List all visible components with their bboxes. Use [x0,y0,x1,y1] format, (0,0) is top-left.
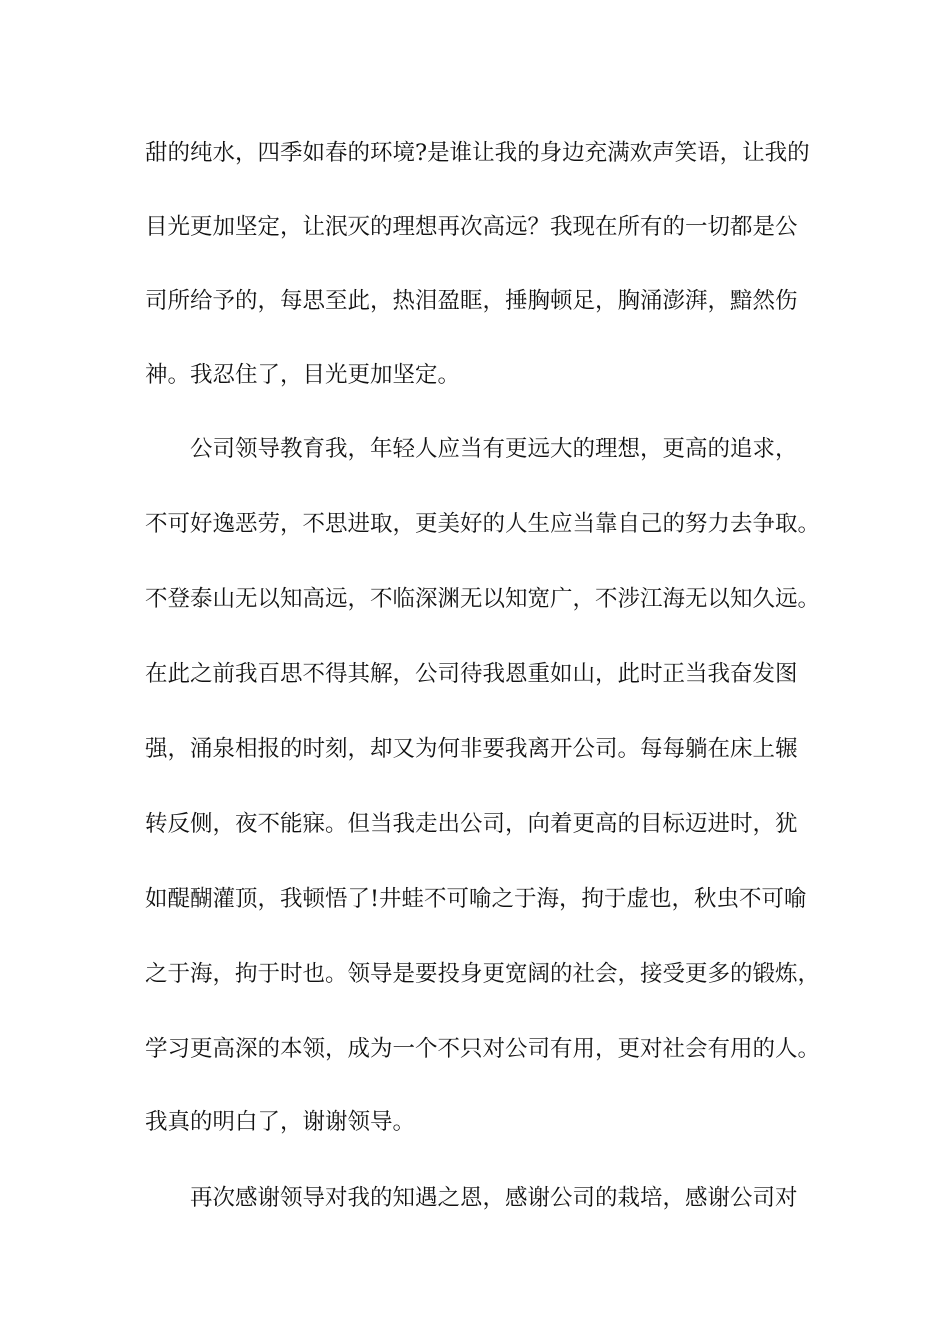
text-line: 不可好逸恶劳，不思进取，更美好的人生应当靠自己的努力去争取。 [145,511,821,537]
text-line: 学习更高深的本领，成为一个不只对公司有用，更对社会有用的人。 [145,1036,821,1062]
text-line: 之于海，拘于时也。领导是要投身更宽阔的社会，接受更多的锻炼， [145,961,821,987]
text-line: 司所给予的，每思至此，热泪盈眶，捶胸顿足，胸涌澎湃，黯然伤 [145,288,798,314]
text-line: 目光更加坚定，让泯灭的理想再次高远？我现在所有的一切都是公 [145,214,798,240]
text-line: 甜的纯水，四季如春的环境?是谁让我的身边充满欢声笑语，让我的 [145,140,810,166]
text-line: 我真的明白了，谢谢领导。 [145,1109,416,1135]
text-line: 如醍醐灌顶，我顿悟了!井蛙不可喻之于海，拘于虚也，秋虫不可喻 [145,886,807,912]
text-line: 强，涌泉相报的时刻，却又为何非要我离开公司。每每躺在床上辗 [145,736,798,762]
paragraph-first-line: 公司领导教育我，年轻人应当有更远大的理想，更高的追求， [190,436,798,462]
text-line: 神。我忍住了，目光更加坚定。 [145,362,461,388]
text-line: 不登泰山无以知高远，不临深渊无以知宽广，不涉江海无以知久远。 [145,586,821,612]
text-line: 转反侧，夜不能寐。但当我走出公司，向着更高的目标迈进时，犹 [145,811,798,837]
paragraph-first-line: 再次感谢领导对我的知遇之恩，感谢公司的栽培，感谢公司对 [190,1185,798,1211]
text-line: 在此之前我百思不得其解，公司待我恩重如山，此时正当我奋发图 [145,661,798,687]
